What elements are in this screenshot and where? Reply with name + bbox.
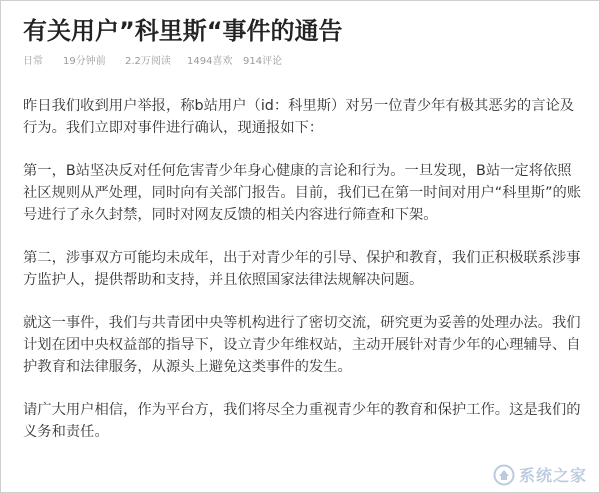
- paragraph-3: 第二，涉事双方可能均未成年，出于对青少年的引导、保护和教育，我们正积极联系涉事方监护人，提供帮助和支持，并且依照国家法律法规解决问题。: [23, 250, 581, 288]
- paragraph-4: 就这一事件，我们与共青团中央等机构进行了密切交流，研究更为妥善的处理办法。我们计划在团中央权益部的指导下，设立青少年维权站，主动开展针对青少年的心理辅导、自护教育和法律服务，从源头上避免这类事件的发生。: [23, 315, 581, 375]
- paragraph-1: 昨日我们收到用户举报，称b站用户（id：科里斯）对另一位青少年有极其恶劣的言论及行为。我们立即对事件进行确认，现通报如下：: [23, 98, 575, 136]
- watermark: [493, 463, 587, 486]
- article-title: 有关用户”科里斯“事件的通告: [23, 17, 343, 45]
- paragraph-5: 请广大用户相信，作为平台方，我们将尽全力重视青少年的教育和保护工作。这是我们的义务和责任。: [23, 402, 581, 440]
- meta-time: 19分钟前: [63, 56, 106, 67]
- meta-category[interactable]: 日常: [23, 56, 43, 67]
- paragraph-2: 第一，B站坚决反对任何危害青少年身心健康的言论和行为。一旦发现，B站一定将依照社区规则从严处理，同时向有关部门报告。目前，我们已在第一时间对用户“科里斯”的账号进行了永久封禁，同时对网友反馈的相关内容进行筛查和下架。: [23, 163, 582, 223]
- meta-comments[interactable]: 914评论: [243, 56, 283, 67]
- system-home-logo-icon: [493, 464, 515, 486]
- meta-likes: 1494喜欢: [187, 56, 233, 67]
- article-body: [23, 95, 583, 464]
- watermark-text: 系统之家: [518, 466, 587, 485]
- article-meta: [23, 55, 583, 69]
- meta-reads: 2.2万阅读: [125, 56, 171, 67]
